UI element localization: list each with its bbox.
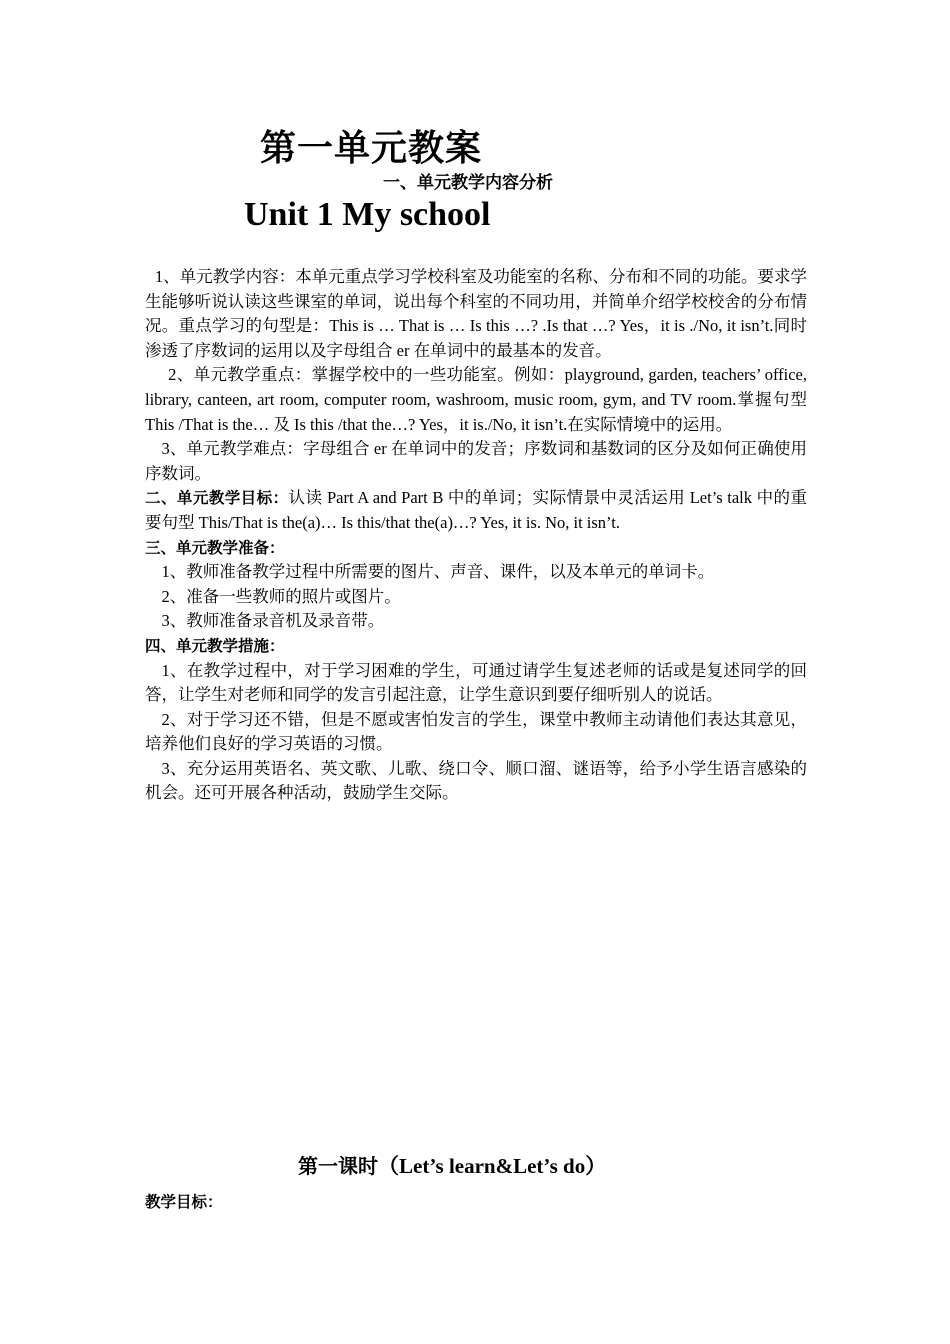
unit-title: Unit 1 My school [244,196,491,233]
preparation-heading: 三、单元教学准备： [145,538,285,557]
measures-item-3: 3、充分运用英语名、英文歌、儿歌、绕口令、顺口溜、谜语等，给予小学生语言感染的机会。还可开展各种活动，鼓励学生交际。 [145,758,807,803]
measures-item-2: 2、对于学习还不错，但是不愿或害怕发言的学生，课堂中教师主动请他们表达其意见，培养他们良好的学习英语的习惯。 [145,709,807,754]
content-paragraph-1: 1、单元教学内容：本单元重点学习学校科室及功能室的名称、分布和不同的功能。要求学生能够听说认读这些课室的单词，说出每个科室的不同功用，并简单介绍学校校舍的分布情况。重点学习的句型是：This is … That is … Is this …? .Is that …? Yes，it is ./No, it isn’t.同时渗透了序数词的运用以及字母组合 er 在单词中的最基本的发音。 [145,267,807,360]
lesson-one-title-cn: 第一课时 [298,1154,378,1178]
measures-item-1: 1、在教学过程中，对于学习困难的学生，可通过请学生复述老师的话或是复述同学的回答，让学生对老师和同学的发言引起注意，让学生意识到要仔细听别人的说话。 [145,660,807,705]
lesson-one-goal-label: 教学目标： [145,1193,223,1211]
goals-text: 认读 Part A and Part B 中的单词；实际情景中灵活运用 Let’s talk 中的重要句型 This/That is the(a)… Is this/that the(a)…? Yes, it is. No, it isn’t. [145,488,807,532]
lesson-one-title [298,1150,606,1180]
main-title: 第一单元教案 [260,128,483,169]
document-body [145,265,807,806]
preparation-item-2: 2、准备一些教师的照片或图片。 [161,586,401,606]
lesson-one-title-en: （Let’s learn&Let’s do） [378,1154,607,1178]
goals-heading: 二、单元教学目标： [145,489,289,508]
preparation-item-1: 1、教师准备教学过程中所需要的图片、声音、课件，以及本单元的单词卡。 [161,562,715,582]
content-paragraph-2: 2、单元教学重点：掌握学校中的一些功能室。例如：playground, garden, teachers’ office, library, canteen, art room, computer room, washroom, music room, gym, and TV room.掌握句型 This /That is the… 及 Is this /that the…? Yes，it is./No, it isn’t.在实际情境中的运用。 [145,365,807,434]
goals-paragraph [145,486,807,535]
content-paragraph-3: 3、单元教学难点：字母组合 er 在单词中的发音；序数词和基数词的区分及如何正确使用序数词。 [145,439,807,483]
preparation-item-3: 3、教师准备录音机及录音带。 [161,611,385,631]
measures-heading: 四、单元教学措施： [145,636,285,655]
section-one-heading: 一、单元教学内容分析 [383,173,553,193]
